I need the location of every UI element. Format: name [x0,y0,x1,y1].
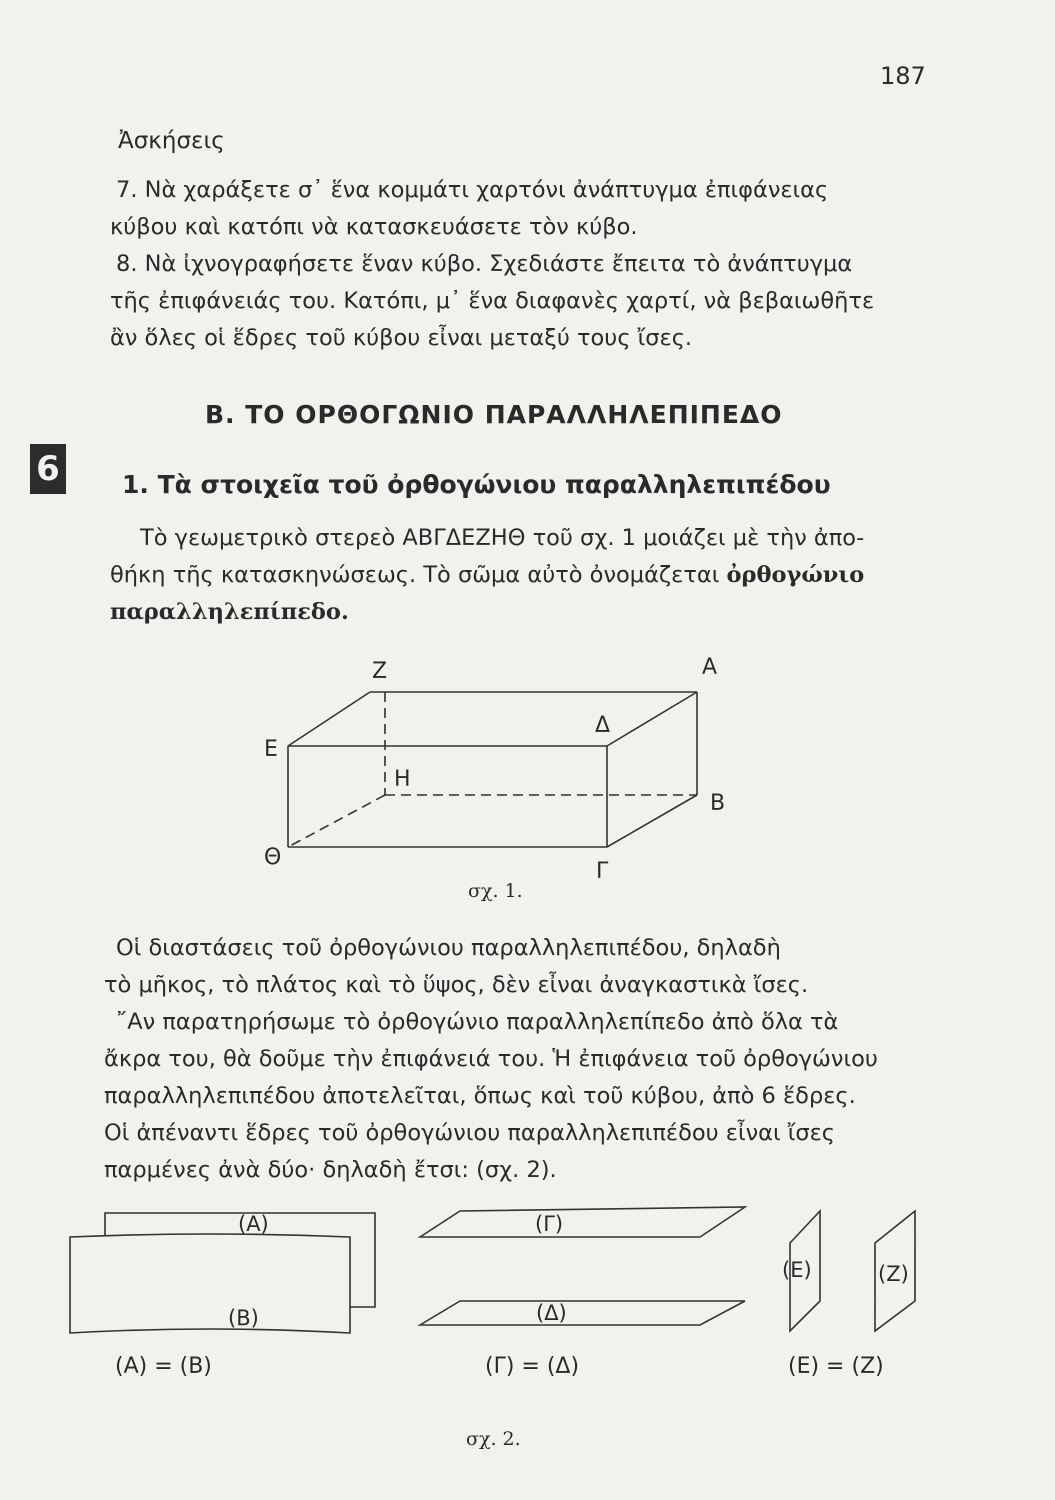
figure-2-caption: σχ. 2. [466,1428,521,1450]
body-line-1: Οἱ διαστάσεις τοῦ ὀρθογώνιου παραλληλεπιπέδου, δηλαδὴ [116,935,781,961]
label-G: Γ [596,859,609,884]
face-B-label: (Β) [228,1306,259,1330]
face-G-label: (Γ) [535,1212,564,1236]
body-line-3: ῎Αν παρατηρήσωμε τὸ ὀρθογώνιο παραλληλεπίπεδο ἀπὸ ὅλα τὰ [116,1009,839,1035]
exercise-7-line-1: 7. Νὰ χαράξετε σ᾽ ἕνα κομμάτι χαρτόνι ἀνάπτυγμα ἐπιφάνειας [116,177,829,203]
body-line-5: παραλληλεπιπέδου ἀποτελεῖται, ὅπως καὶ τοῦ κύβου, ἀπὸ 6 ἕδρες. [104,1083,856,1109]
face-E-label: (Ε) [782,1258,812,1282]
equality-E-Z: (Ε) = (Ζ) [788,1354,884,1379]
face-A-label: (Α) [238,1212,269,1236]
chapter-badge: 6 [30,444,66,494]
label-H: Η [394,767,411,792]
subsection-title: 1. Τὰ στοιχεῖα τοῦ ὀρθογώνιου παραλληλεπιπέδου [122,470,831,499]
label-Z: Ζ [372,659,388,684]
exercise-8-line-2: τῆς ἐπιφάνειάς του. Κατόπι, μ᾽ ἕνα διαφανὲς χαρτί, νὰ βεβαιωθῆτε [110,288,875,314]
label-B: Β [710,791,726,816]
intro-line-2-text: θήκη τῆς κατασκηνώσεως. Τὸ σῶμα αὐτὸ ὀνομάζεται [110,562,720,588]
body-line-4: ἄκρα του, θὰ δοῦμε τὴν ἐπιφάνειά του. Ἡ ἐπιφάνεια τοῦ ὀρθογώνιου [104,1046,878,1072]
label-A: Α [702,655,718,680]
figure-1-parallelepiped [250,650,750,890]
intro-line-1: Τὸ γεωμετρικὸ στερεὸ ΑΒΓΔΕΖΗΘ τοῦ σχ. 1 μοιάζει μὲ τὴν ἀπο- [140,525,865,551]
exercise-7-line-2: κύβου καὶ κατόπι νὰ κατασκευάσετε τὸν κύβο. [110,214,638,240]
intro-line-2 [110,557,864,594]
face-Z-label: (Ζ) [878,1262,909,1286]
section-title: Β. ΤΟ ΟΡΘΟΓΩΝΙΟ ΠΑΡΑΛΛΗΛΕΠΙΠΕΔΟ [205,400,783,429]
page-number: 187 [880,62,926,90]
label-D: Δ [595,713,611,738]
figure-2-faces [60,1195,950,1395]
body-line-2: τὸ μῆκος, τὸ πλάτος καὶ τὸ ὕψος, δὲν εἶναι ἀναγκαστικὰ ἴσες. [104,972,809,998]
face-D-label: (Δ) [536,1301,567,1325]
term-orthogonio: ὀρθογώνιο [726,562,865,588]
figure-1-caption: σχ. 1. [468,880,523,902]
exercises-heading: Ἀσκήσεις [118,128,225,154]
equality-A-B: (Α) = (Β) [115,1354,212,1379]
label-TH: Θ [264,845,282,870]
label-E: Ε [264,737,278,762]
exercise-8-line-1: 8. Νὰ ἰχνογραφήσετε ἕναν κύβο. Σχεδιάστε ἔπειτα τὸ ἀνάπτυγμα [116,251,853,277]
body-line-7: παρμένες ἀνὰ δύο· δηλαδὴ ἔτσι: (σχ. 2). [104,1157,557,1183]
term-parallilepipedo: παραλληλεπίπεδο. [110,599,349,625]
body-line-6: Οἱ ἀπέναντι ἕδρες τοῦ ὀρθογώνιου παραλληλεπιπέδου εἶναι ἴσες [104,1120,835,1146]
exercise-8-line-3: ἂν ὅλες οἱ ἕδρες τοῦ κύβου εἶναι μεταξύ τους ἴσες. [110,325,693,351]
equality-G-D: (Γ) = (Δ) [485,1354,580,1379]
